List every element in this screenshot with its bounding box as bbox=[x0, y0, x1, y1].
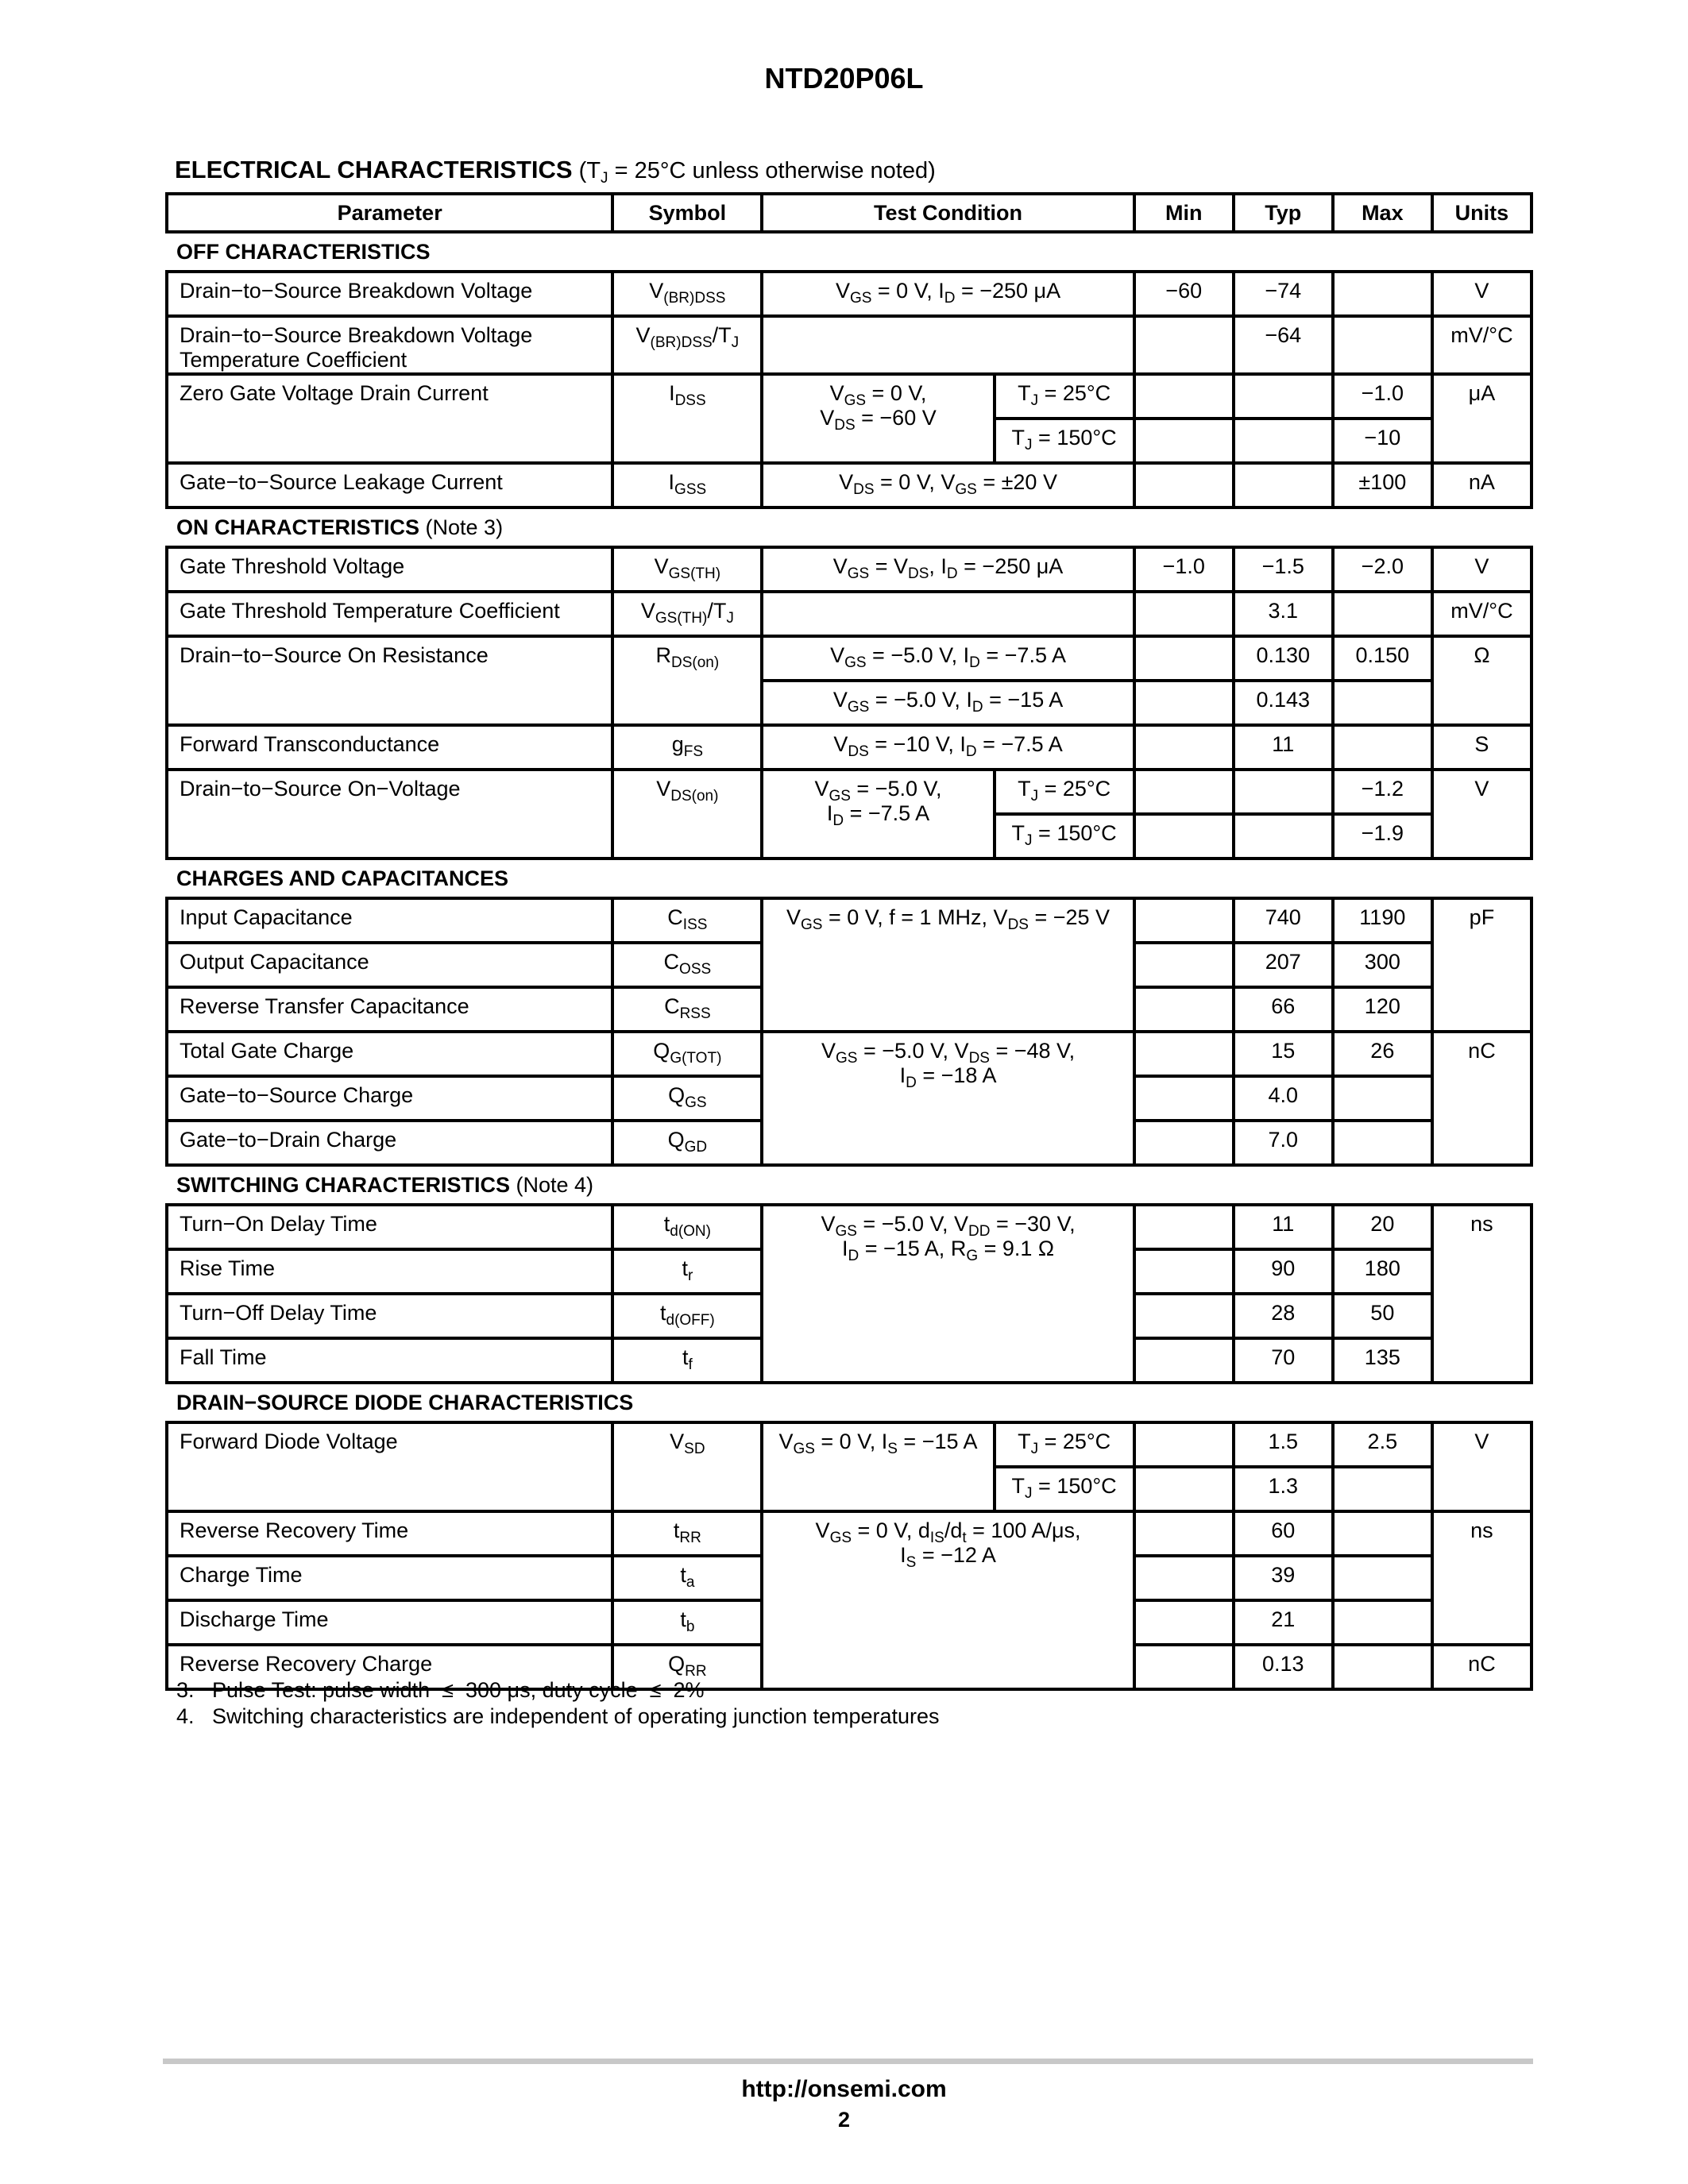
parameter-cell: Input Capacitance bbox=[167, 898, 612, 943]
parameter-cell: Drain−to−Source Breakdown Voltage Temperature Coefficient bbox=[167, 316, 612, 374]
parameter-cell: Gate−to−Source Leakage Current bbox=[167, 463, 612, 507]
symbol-cell: $C_{RSS}$ bbox=[612, 987, 762, 1032]
typ-cell bbox=[1234, 463, 1333, 507]
typ-cell: 66 bbox=[1234, 987, 1333, 1032]
units-cell: mV/°C bbox=[1432, 592, 1532, 636]
symbol-cell: $t_{d(ON)}$ bbox=[612, 1205, 762, 1249]
min-cell bbox=[1134, 1600, 1234, 1645]
table-row bbox=[167, 374, 1532, 419]
parameter-cell: Discharge Time bbox=[167, 1600, 612, 1645]
parameter-cell: Reverse Recovery Charge bbox=[167, 1645, 612, 1689]
page-title: NTD20P06L bbox=[764, 62, 924, 95]
section-row: DRAIN−SOURCE DIODE CHARACTERISTICS bbox=[167, 1383, 1532, 1422]
parameter-cell: Charge Time bbox=[167, 1556, 612, 1600]
min-cell bbox=[1134, 943, 1234, 987]
parameter-cell: Turn−On Delay Time bbox=[167, 1205, 612, 1249]
temperature-cell: $T_J = 25^\circ C$ bbox=[995, 374, 1134, 419]
column-header: Parameter bbox=[167, 194, 612, 232]
table-row bbox=[167, 725, 1532, 770]
section-row: OFF CHARACTERISTICS bbox=[167, 232, 1532, 272]
condition-cell bbox=[762, 316, 1134, 374]
footer-divider bbox=[163, 2059, 1533, 2064]
symbol-cell: $t_b$ bbox=[612, 1600, 762, 1645]
typ-cell: 70 bbox=[1234, 1338, 1333, 1383]
max-cell: −2.0 bbox=[1333, 547, 1432, 592]
parameter-cell: Zero Gate Voltage Drain Current bbox=[167, 374, 612, 463]
condition-cell: $V_{DS} = -10$ V, $I_D = -7.5$ A bbox=[762, 725, 1134, 770]
table-header-row bbox=[167, 194, 1532, 232]
section-condition: ($T_J = 25^\circ C$ unless otherwise noted) bbox=[578, 158, 936, 187]
table-row bbox=[167, 1422, 1532, 1467]
typ-cell: 0.13 bbox=[1234, 1645, 1333, 1689]
parameter-cell: Fall Time bbox=[167, 1338, 612, 1383]
parameter-cell: Reverse Recovery Time bbox=[167, 1511, 612, 1556]
footnotes bbox=[176, 1677, 940, 1730]
symbol-cell: $t_f$ bbox=[612, 1338, 762, 1383]
units-cell: ns bbox=[1432, 1205, 1532, 1383]
min-cell bbox=[1134, 592, 1234, 636]
units-cell: S bbox=[1432, 725, 1532, 770]
max-cell: 135 bbox=[1333, 1338, 1432, 1383]
symbol-cell: $t_r$ bbox=[612, 1249, 762, 1294]
column-header: Test Condition bbox=[762, 194, 1134, 232]
temperature-cell: $T_J = 25^\circ C$ bbox=[995, 1422, 1134, 1467]
parameter-cell: Drain−to−Source On−Voltage bbox=[167, 770, 612, 859]
condition-cell: $V_{GS} = 0$ V, $I_S = -15$ A bbox=[762, 1422, 994, 1511]
max-cell bbox=[1333, 592, 1432, 636]
min-cell bbox=[1134, 725, 1234, 770]
typ-cell: −64 bbox=[1234, 316, 1333, 374]
symbol-cell: $V_{GS(TH)}$ bbox=[612, 547, 762, 592]
max-cell: 20 bbox=[1333, 1205, 1432, 1249]
condition-cell: $V_{GS} = 0$ V, $d_{IS}/d_t = 100$ A/μs, $I_S = -12$ A bbox=[762, 1511, 1134, 1689]
condition-cell: $V_{GS} = V_{DS}$, $I_D = -250$ μA bbox=[762, 547, 1134, 592]
typ-cell: 21 bbox=[1234, 1600, 1333, 1645]
max-cell bbox=[1333, 725, 1432, 770]
symbol-cell: $V_{(BR)DSS}$ bbox=[612, 272, 762, 316]
condition-cell: $V_{GS} = -5.0$ V, $I_D = -7.5$ A bbox=[762, 770, 994, 859]
min-cell bbox=[1134, 770, 1234, 814]
symbol-cell: $V_{GS(TH)}/T_J$ bbox=[612, 592, 762, 636]
section-heading bbox=[175, 156, 936, 187]
min-cell: −1.0 bbox=[1134, 547, 1234, 592]
typ-cell: −1.5 bbox=[1234, 547, 1333, 592]
symbol-cell: $V_{SD}$ bbox=[612, 1422, 762, 1511]
max-cell bbox=[1333, 1121, 1432, 1165]
condition-cell: $V_{GS} = -5.0$ V, $I_D = -7.5$ A bbox=[762, 636, 1134, 681]
parameter-cell: Drain−to−Source On Resistance bbox=[167, 636, 612, 725]
parameter-cell: Turn−Off Delay Time bbox=[167, 1294, 612, 1338]
max-cell: 2.5 bbox=[1333, 1422, 1432, 1467]
column-header: Symbol bbox=[612, 194, 762, 232]
condition-cell: $V_{GS} = 0$ V, $I_D = -250$ μA bbox=[762, 272, 1134, 316]
symbol-cell: $t_{RR}$ bbox=[612, 1511, 762, 1556]
max-cell: ±100 bbox=[1333, 463, 1432, 507]
min-cell bbox=[1134, 1511, 1234, 1556]
footnote: 3. Pulse Test: pulse width ≤ 300 μs, duty cycle ≤ 2% bbox=[176, 1678, 705, 1702]
table-row bbox=[167, 547, 1532, 592]
units-cell: μA bbox=[1432, 374, 1532, 463]
max-cell bbox=[1333, 1556, 1432, 1600]
min-cell bbox=[1134, 681, 1234, 725]
condition-cell: $V_{GS} = -5.0$ V, $V_{DS} = -48$ V, $I_D = -18$ A bbox=[762, 1032, 1134, 1165]
units-cell: V bbox=[1432, 272, 1532, 316]
typ-cell bbox=[1234, 419, 1333, 463]
table-row bbox=[167, 770, 1532, 814]
min-cell bbox=[1134, 1205, 1234, 1249]
table-row bbox=[167, 463, 1532, 507]
parameter-cell: Rise Time bbox=[167, 1249, 612, 1294]
condition-cell: $V_{DS} = 0$ V, $V_{GS} = \pm 20$ V bbox=[762, 463, 1134, 507]
symbol-cell: $I_{GSS}$ bbox=[612, 463, 762, 507]
condition-cell: $V_{GS} = -5.0$ V, $V_{DD} = -30$ V, $I_D = -15$ A, $R_G = 9.1$ Ω bbox=[762, 1205, 1134, 1383]
min-cell bbox=[1134, 1422, 1234, 1467]
max-cell bbox=[1333, 1467, 1432, 1511]
symbol-cell: $V_{DS(on)}$ bbox=[612, 770, 762, 859]
min-cell bbox=[1134, 1467, 1234, 1511]
max-cell: 1190 bbox=[1333, 898, 1432, 943]
symbol-cell: $C_{OSS}$ bbox=[612, 943, 762, 987]
electrical-characteristics-table bbox=[165, 192, 1533, 1691]
table-row bbox=[167, 272, 1532, 316]
typ-cell: 11 bbox=[1234, 725, 1333, 770]
typ-cell: 4.0 bbox=[1234, 1076, 1333, 1121]
min-cell bbox=[1134, 1121, 1234, 1165]
min-cell bbox=[1134, 1294, 1234, 1338]
symbol-cell: $g_{FS}$ bbox=[612, 725, 762, 770]
typ-cell: 1.5 bbox=[1234, 1422, 1333, 1467]
symbol-cell: $Q_{RR}$ bbox=[612, 1645, 762, 1689]
typ-cell: 0.130 bbox=[1234, 636, 1333, 681]
symbol-cell: $I_{DSS}$ bbox=[612, 374, 762, 463]
typ-cell: −74 bbox=[1234, 272, 1333, 316]
table-row bbox=[167, 1205, 1532, 1249]
max-cell: 50 bbox=[1333, 1294, 1432, 1338]
units-cell: V bbox=[1432, 1422, 1532, 1511]
condition-cell bbox=[762, 592, 1134, 636]
max-cell: −1.9 bbox=[1333, 814, 1432, 859]
typ-cell: 1.3 bbox=[1234, 1467, 1333, 1511]
typ-cell: 90 bbox=[1234, 1249, 1333, 1294]
condition-cell: $V_{GS} = 0$ V, $V_{DS} = -60$ V bbox=[762, 374, 994, 463]
symbol-cell: $Q_{GD}$ bbox=[612, 1121, 762, 1165]
typ-cell bbox=[1234, 770, 1333, 814]
table-row bbox=[167, 1511, 1532, 1556]
min-cell bbox=[1134, 814, 1234, 859]
min-cell bbox=[1134, 898, 1234, 943]
table-row bbox=[167, 316, 1532, 374]
footnote: 4. Switching characteristics are independent of operating junction temperatures bbox=[176, 1704, 940, 1728]
footer-url[interactable]: http://onsemi.com bbox=[741, 2076, 947, 2102]
max-cell: −1.2 bbox=[1333, 770, 1432, 814]
symbol-cell: $V_{(BR)DSS}/T_J$ bbox=[612, 316, 762, 374]
min-cell: −60 bbox=[1134, 272, 1234, 316]
units-cell: mV/°C bbox=[1432, 316, 1532, 374]
typ-cell bbox=[1234, 374, 1333, 419]
min-cell bbox=[1134, 1076, 1234, 1121]
typ-cell: 39 bbox=[1234, 1556, 1333, 1600]
symbol-cell: $t_{d(OFF)}$ bbox=[612, 1294, 762, 1338]
min-cell bbox=[1134, 987, 1234, 1032]
max-cell: 300 bbox=[1333, 943, 1432, 987]
section-row: ON CHARACTERISTICS (Note 3) bbox=[167, 507, 1532, 547]
condition-cell: $V_{GS} = 0$ V, f = 1 MHz, $V_{DS} = -25$ V bbox=[762, 898, 1134, 1032]
parameter-cell: Forward Transconductance bbox=[167, 725, 612, 770]
parameter-cell: Gate−to−Source Charge bbox=[167, 1076, 612, 1121]
parameter-cell: Output Capacitance bbox=[167, 943, 612, 987]
units-cell: nC bbox=[1432, 1032, 1532, 1165]
temperature-cell: $T_J = 150^\circ C$ bbox=[995, 1467, 1134, 1511]
symbol-cell: $Q_{G(TOT)}$ bbox=[612, 1032, 762, 1076]
parameter-cell: Gate Threshold Temperature Coefficient bbox=[167, 592, 612, 636]
min-cell bbox=[1134, 636, 1234, 681]
typ-cell bbox=[1234, 814, 1333, 859]
section-title: ELECTRICAL CHARACTERISTICS bbox=[175, 156, 573, 183]
max-cell bbox=[1333, 272, 1432, 316]
symbol-cell: $t_a$ bbox=[612, 1556, 762, 1600]
parameter-cell: Gate−to−Drain Charge bbox=[167, 1121, 612, 1165]
section-row: SWITCHING CHARACTERISTICS (Note 4) bbox=[167, 1165, 1532, 1205]
units-cell: pF bbox=[1432, 898, 1532, 1032]
max-cell: 0.150 bbox=[1333, 636, 1432, 681]
parameter-cell: Reverse Transfer Capacitance bbox=[167, 987, 612, 1032]
typ-cell: 7.0 bbox=[1234, 1121, 1333, 1165]
typ-cell: 207 bbox=[1234, 943, 1333, 987]
max-cell bbox=[1333, 1511, 1432, 1556]
column-header: Min bbox=[1134, 194, 1234, 232]
table-row bbox=[167, 898, 1532, 943]
min-cell bbox=[1134, 463, 1234, 507]
max-cell bbox=[1333, 1076, 1432, 1121]
typ-cell: 11 bbox=[1234, 1205, 1333, 1249]
min-cell bbox=[1134, 1249, 1234, 1294]
min-cell bbox=[1134, 419, 1234, 463]
symbol-cell: $Q_{GS}$ bbox=[612, 1076, 762, 1121]
column-header: Max bbox=[1333, 194, 1432, 232]
min-cell bbox=[1134, 316, 1234, 374]
symbol-cell: $C_{ISS}$ bbox=[612, 898, 762, 943]
max-cell bbox=[1333, 681, 1432, 725]
section-row: CHARGES AND CAPACITANCES bbox=[167, 859, 1532, 898]
temperature-cell: $T_J = 150^\circ C$ bbox=[995, 814, 1134, 859]
max-cell bbox=[1333, 1600, 1432, 1645]
units-cell: Ω bbox=[1432, 636, 1532, 725]
units-cell: ns bbox=[1432, 1511, 1532, 1645]
min-cell bbox=[1134, 1338, 1234, 1383]
page-number: 2 bbox=[837, 2108, 851, 2132]
min-cell bbox=[1134, 1556, 1234, 1600]
table-row bbox=[167, 636, 1532, 681]
parameter-cell: Total Gate Charge bbox=[167, 1032, 612, 1076]
table-row bbox=[167, 592, 1532, 636]
units-cell: nC bbox=[1432, 1645, 1532, 1689]
typ-cell: 60 bbox=[1234, 1511, 1333, 1556]
typ-cell: 740 bbox=[1234, 898, 1333, 943]
max-cell bbox=[1333, 316, 1432, 374]
typ-cell: 28 bbox=[1234, 1294, 1333, 1338]
max-cell bbox=[1333, 1645, 1432, 1689]
typ-cell: 15 bbox=[1234, 1032, 1333, 1076]
column-header: Units bbox=[1432, 194, 1532, 232]
min-cell bbox=[1134, 1645, 1234, 1689]
units-cell: V bbox=[1432, 770, 1532, 859]
temperature-cell: $T_J = 150^\circ C$ bbox=[995, 419, 1134, 463]
typ-cell: 3.1 bbox=[1234, 592, 1333, 636]
min-cell bbox=[1134, 374, 1234, 419]
parameter-cell: Gate Threshold Voltage bbox=[167, 547, 612, 592]
max-cell: −1.0 bbox=[1333, 374, 1432, 419]
temperature-cell: $T_J = 25^\circ C$ bbox=[995, 770, 1134, 814]
max-cell: 120 bbox=[1333, 987, 1432, 1032]
parameter-cell: Drain−to−Source Breakdown Voltage bbox=[167, 272, 612, 316]
units-cell: nA bbox=[1432, 463, 1532, 507]
condition-cell: $V_{GS} = -5.0$ V, $I_D = -15$ A bbox=[762, 681, 1134, 725]
column-header: Typ bbox=[1234, 194, 1333, 232]
max-cell: 180 bbox=[1333, 1249, 1432, 1294]
max-cell: −10 bbox=[1333, 419, 1432, 463]
symbol-cell: $R_{DS(on)}$ bbox=[612, 636, 762, 725]
max-cell: 26 bbox=[1333, 1032, 1432, 1076]
parameter-cell: Forward Diode Voltage bbox=[167, 1422, 612, 1511]
table-row bbox=[167, 1032, 1532, 1076]
units-cell: V bbox=[1432, 547, 1532, 592]
min-cell bbox=[1134, 1032, 1234, 1076]
typ-cell: 0.143 bbox=[1234, 681, 1333, 725]
